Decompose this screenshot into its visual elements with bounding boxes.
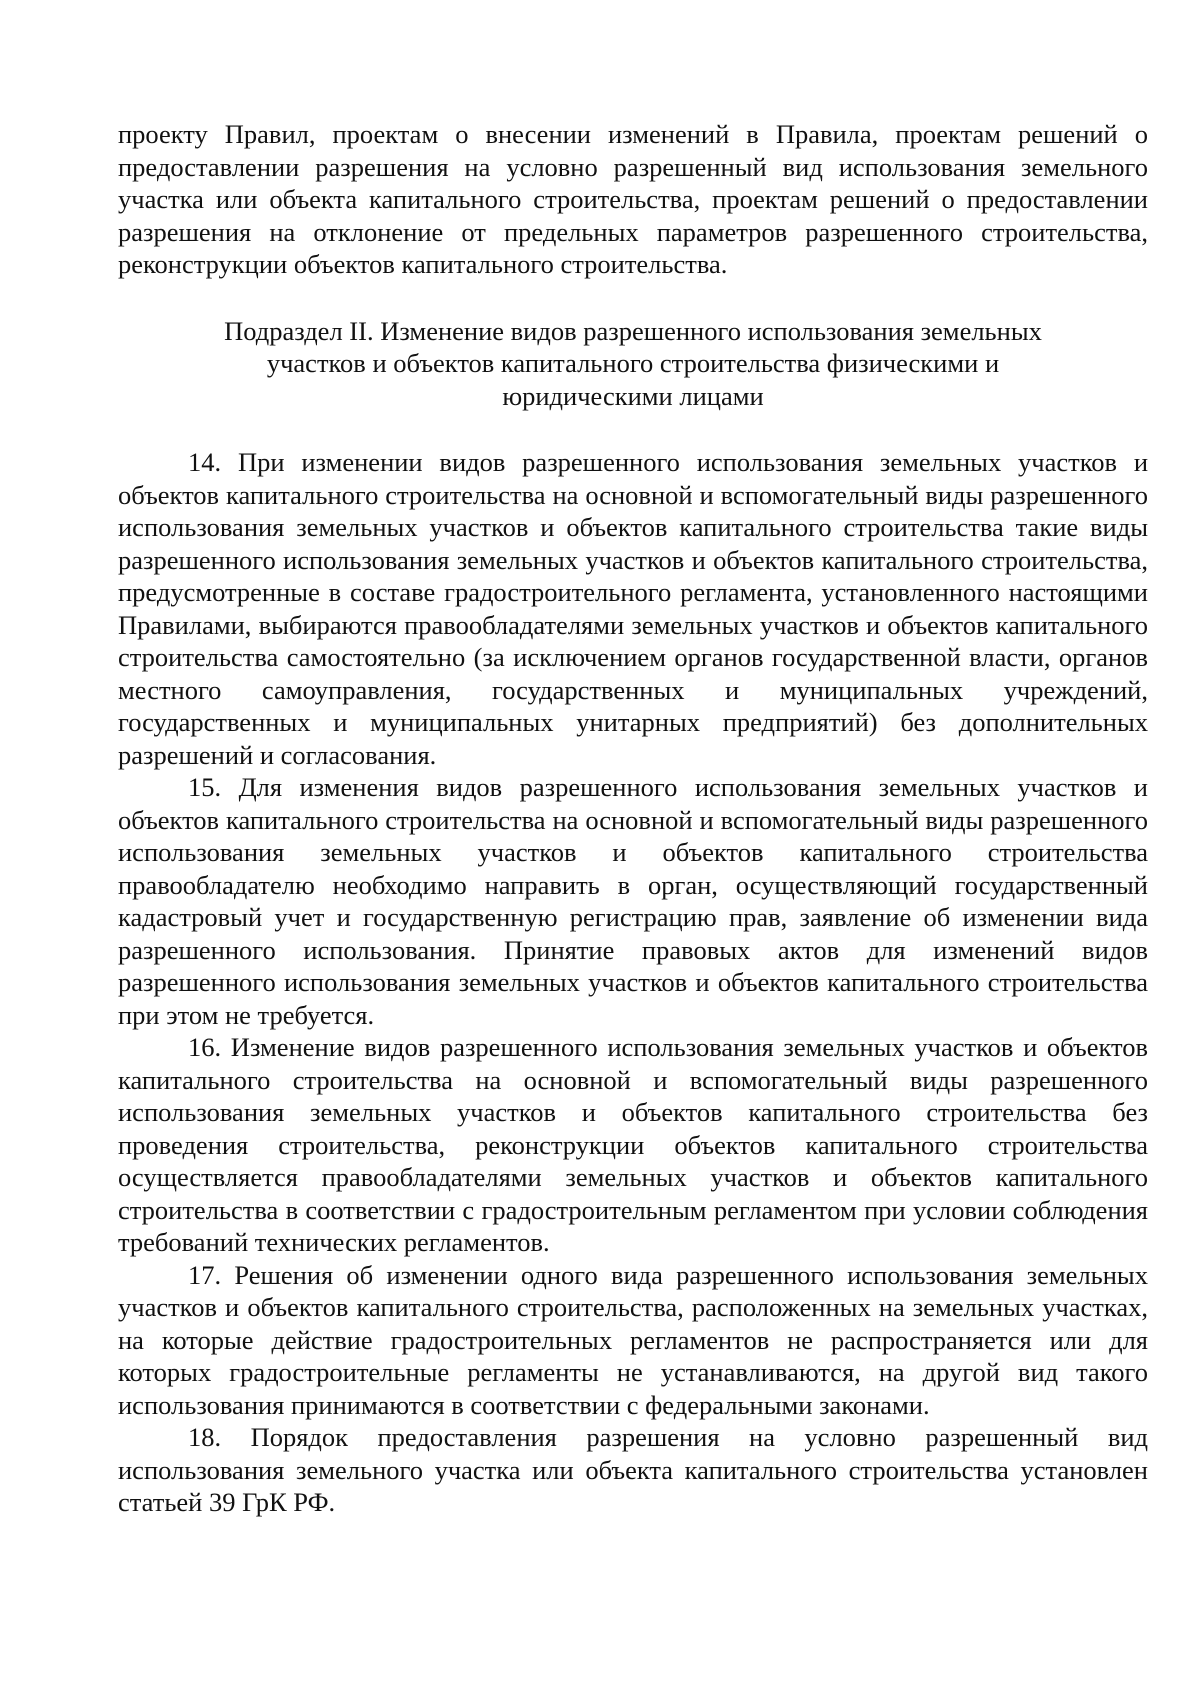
intro-paragraph: проекту Правил, проектам о внесении изменений в Правила, проектам решений о предоставлении разрешения на условно разрешенный вид использования земельного участка или объекта капитального строительства, проектам решений о предоставлении разрешения на отклонение от предельных параметров разрешенного строительства, реконструкции объектов капитального строительства. xyxy=(118,119,1148,279)
subsection-heading: Подраздел II. Изменение видов разрешенного использования земельных участков и объектов капитального строительства физическими и юридическими лицами xyxy=(224,315,1042,411)
document-body xyxy=(118,118,1148,1519)
paragraph-16: 16. Изменение видов разрешенного использования земельных участков и объектов капитального строительства на основной и вспомогательный виды разрешенного использования земельных участков и объектов капитального строительства без проведения строительства, реконструкции объектов капитального строительства осуществляется правообладателями земельных участков и объектов капитального строительства в соответствии с градостроительным регламентом при условии соблюдения требований технических регламентов. xyxy=(118,1032,1148,1257)
paragraph-17: 17. Решения об изменении одного вида разрешенного использования земельных участков и объектов капитального строительства, расположенных на земельных участках, на которые действие градостроительных регламентов не распространяется или для которых градостроительные регламенты не устанавливаются, на другой вид такого использования принимаются в соответствии с федеральными законами. xyxy=(118,1259,1148,1420)
paragraph-18: 18. Порядок предоставления разрешения на условно разрешенный вид использования земельного участка или объекта капитального строительства установлен статьей 39 ГрК РФ. xyxy=(118,1422,1148,1517)
paragraph-15: 15. Для изменения видов разрешенного использования земельных участков и объектов капитального строительства на основной и вспомогательный виды разрешенного использования земельных участков и объектов капитального строительства правообладателю необходимо направить в орган, осуществляющий государственный кадастровый учет и государственную регистрацию прав, заявление об изменении вида разрешенного использования. Принятие правовых актов для изменений видов разрешенного использования земельных участков и объектов капитального строительства при этом не требуется. xyxy=(118,772,1148,1030)
paragraph-14: 14. При изменении видов разрешенного использования земельных участков и объектов капитального строительства на основной и вспомогательный виды разрешенного использования земельных участков и объектов капитального строительства такие виды разрешенного использования земельных участков и объектов капитального строительства, предусмотренные в составе градостроительного регламента, установленного настоящими Правилами, выбираются правообладателями земельных участков и объектов капитального строительства самостоятельно (за исключением органов государственной власти, органов местного самоуправления, государственных и муниципальных учреждений, государственных и муниципальных унитарных предприятий) без дополнительных разрешений и согласования. xyxy=(118,447,1148,770)
